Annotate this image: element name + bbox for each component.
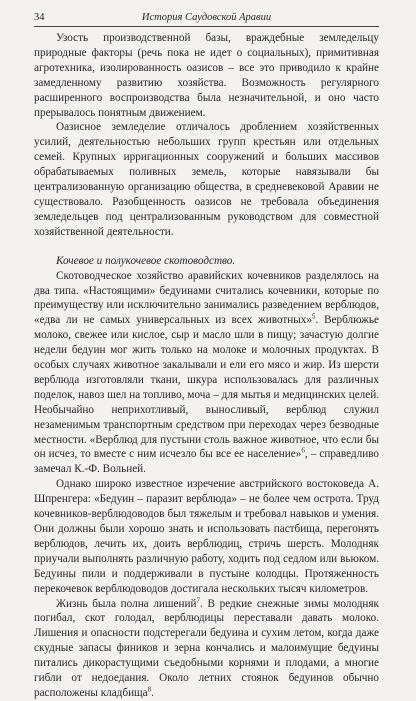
- paragraph-5-part-c: .: [151, 686, 154, 699]
- section-gap: [34, 240, 379, 254]
- paragraph-3-part-c: , – справедливо замечал К.-Ф. Вольней.: [34, 448, 379, 476]
- paragraph-5-part-a: Жизнь была полна лишений: [56, 597, 197, 610]
- running-header: [34, 12, 379, 27]
- footnote-ref-5: 5: [311, 312, 316, 321]
- paragraph-5-part-b: . В редкие снежные зимы молодняк погибал, скот голодал, верблюдицы переставали давать молоко. Лишения и опасности подстерегали бедуина и сухим летом, когда даже скудные запасы фиников и зерна кончались и малоимущие бедуины питались дикорастущими съедобными корнями и плодами, а многие гибли от недоедания. Около летних стоянок бедуинов обычно расположены кладбища: [34, 597, 379, 699]
- footnote-ref-6: 6: [301, 446, 305, 455]
- page-number: 34: [34, 12, 45, 23]
- paragraph-3-part-b: . Верблюжье молоко, свежее или кислое, сыр и масло шли в пищу; зачастую долгие недели бедуин мог жить только на молоке и молочных продуктах. В особых случаях животное закалывали и ели его мясо и жир. Из шерсти верблюда изготовляли ткани, шкура использовалась для различных поделок, навоз шел на топливо, моча – для мытья и медицинских целей. Необычайно неприхотливый, выносливый, верблюд служил незаменимым транспортным средством при переходах через безводные местности. «Верблюд для пустыни столь важное животное, что если бы он исчез, то вместе с ним исчезло бы все ее население»: [34, 314, 379, 461]
- section-subheading: Кочевое и полукочевое скотоводство.: [56, 254, 236, 267]
- paragraph-3: [34, 269, 379, 478]
- footnote-ref-7: 7: [196, 595, 200, 604]
- paragraph-5: [34, 597, 379, 701]
- paragraph-1: Узость производственной базы, враждебные земледельцу природные факторы (речь пока не идет о социальных), примитивная агротехника, изолированность оазисов – все это приводило к крайне замедленному развитию хозяйства. Возможность регулярного расширенного воспроизводства была незначительной, и оно часто прерывалось понятным движением.: [34, 32, 379, 119]
- running-title: История Саудовской Аравии: [141, 12, 272, 23]
- paragraph-4: Однако широко известное изречение австрийского востоковеда А. Шпренгера: «Бедуин – паразит верблюда» – не более чем острота. Труд кочевников-верблюдоводов был тяжелым и требовал навыков и умения. Они должны были хорошо знать и использовать пастбища, перегонять верблюдов, лечить их, доить верблюдиц, стричь шерсть. Молодняк приучали выполнять различную работу, ходить под седлом или вьюком. Бедуины пили и поддерживали в пустыне колодцы. Протяженность перекочевок верблюдоводов достигала нескольких тысяч километров.: [34, 478, 379, 595]
- paragraph-3-part-a: Скотоводческое хозяйство аравийских кочевников разделялось на два типа. «Настоящими» бедуинами считались кочевники, которые по преимуществу или исключительно занимались разведением верблюдов, «едва ли не самых универсальных из всех животных»: [34, 269, 379, 327]
- footnote-ref-8: 8: [147, 685, 152, 694]
- paragraph-2: Оазисное земледелие отличалось дроблением хозяйственных усилий, деятельностью небольших групп крестьян или отдельных семей. Крупных ирригационных сооружений и больших массивов обрабатываемых поливных земель, которые навязывали бы централизованную организацию общества, в средневековой Аравии не существовало. Разобщенность оазисов не требовала объединения земледельцев под централизованным руководством для совместной хозяйственной деятельности.: [34, 121, 379, 238]
